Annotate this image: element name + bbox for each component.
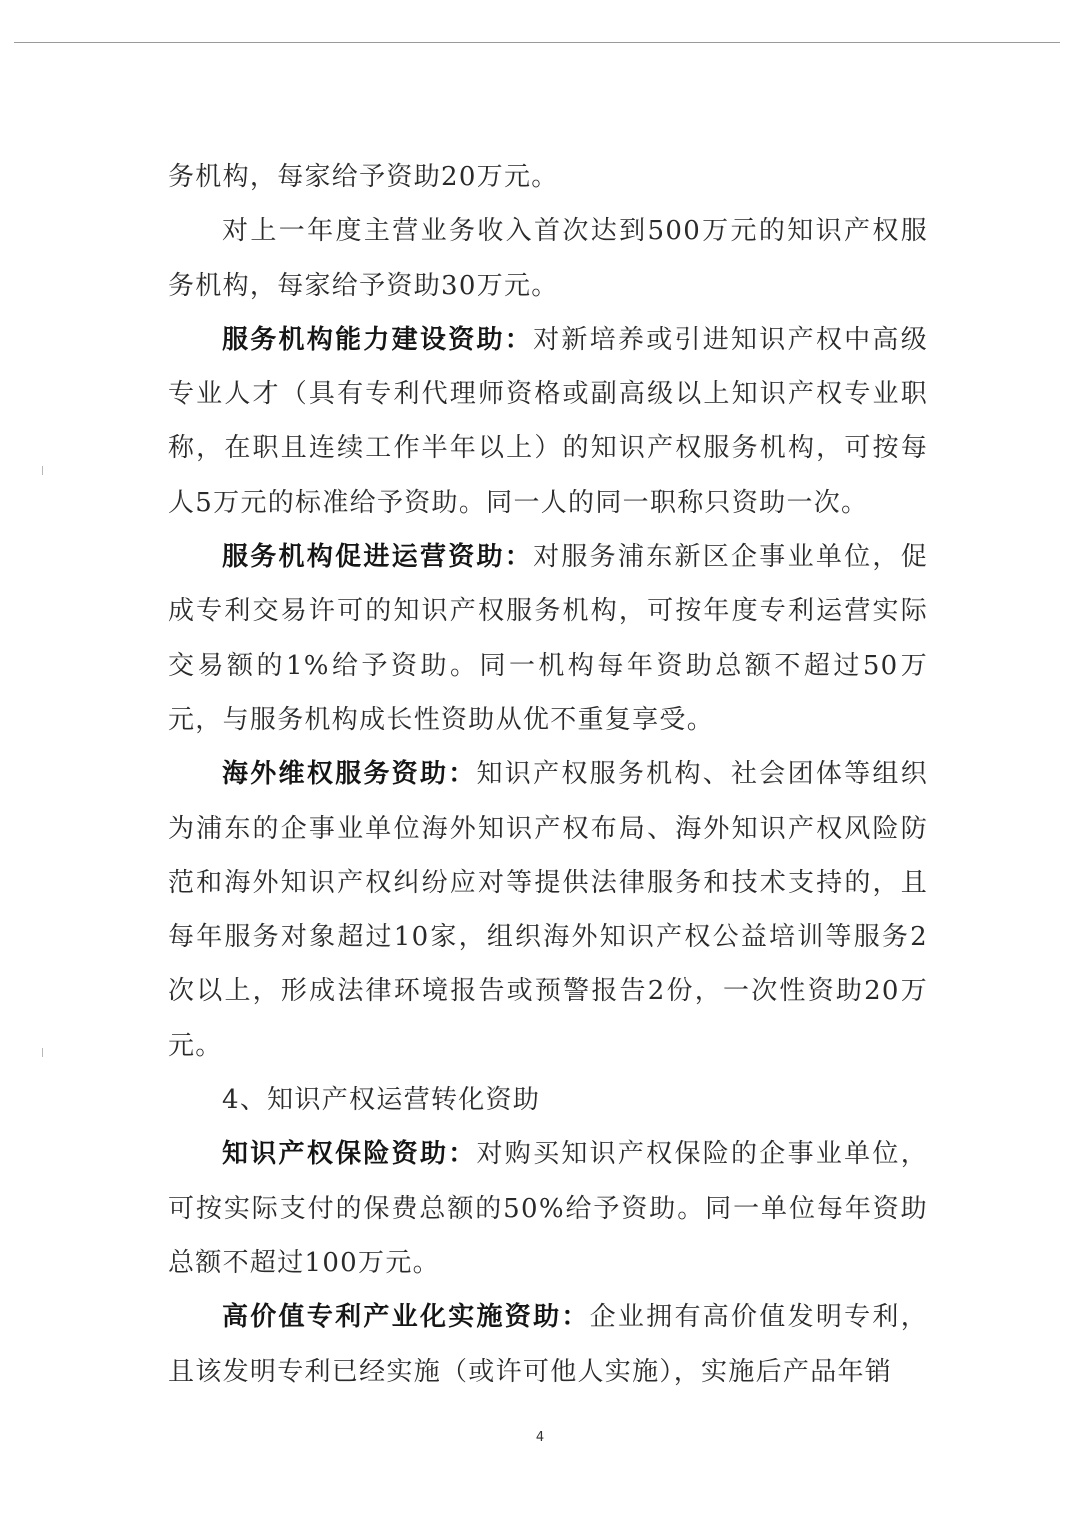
paragraph-capacity-building: 服务机构能力建设资助：对新培养或引进知识产权中高级专业人才（具有专利代理师资格或副高级以上知识产权专业职称，在职且连续工作半年以上）的知识产权服务机构，可按每人5万元的标准给予资助。同一人的同一职称只资助一次。 [168,324,928,518]
header-rule [14,42,1060,43]
paragraph-overseas-rights: 海外维权服务资助：知识产权服务机构、社会团体等组织为浦东的企事业单位海外知识产权布局、海外知识产权风险防范和海外知识产权纠纷应对等提供法律服务和技术支持的，且每年服务对象超过10家，组织海外知识产权公益培训等服务2次以上，形成法律环境报告或预警报告2份，一次性资助20万元。 [168,759,928,1061]
paragraph-lead: 高价值专利产业化实施资助： [222,1302,590,1333]
paragraph-growth-funding: 对上一年度主营业务收入首次达到500万元的知识产权服务机构，每家给予资助30万元。 [168,216,928,301]
document-body [168,150,928,1399]
paragraph-lead: 海外维权服务资助： [222,759,477,790]
scan-mark [42,466,43,475]
page-number: 4 [535,1430,545,1445]
paragraph-operations-promotion: 服务机构促进运营资助：对服务浦东新区企事业单位，促成专利交易许可的知识产权服务机构，可按年度专利运营实际交易额的1%给予资助。同一机构每年资助总额不超过50万元，与服务机构成长性资助从优不重复享受。 [168,542,928,735]
paragraph-patent-industrialization: 高价值专利产业化实施资助：企业拥有高价值发明专利，且该发明专利已经实施（或许可他人实施），实施后产品年销 [168,1302,928,1387]
paragraph-ip-insurance: 知识产权保险资助：对购买知识产权保险的企事业单位，可按实际支付的保费总额的50%给予资助。同一单位每年资助总额不超过100万元。 [168,1139,928,1278]
paragraph-lead: 知识产权保险资助： [222,1139,477,1170]
scan-mark [42,1048,43,1057]
section-heading: 4、知识产权运营转化资助 [222,1085,541,1116]
paragraph-lead: 服务机构能力建设资助： [222,324,534,355]
paragraph-lead: 服务机构促进运营资助： [222,542,534,573]
paragraph-continuation: 务机构，每家给予资助20万元。 [168,162,559,192]
